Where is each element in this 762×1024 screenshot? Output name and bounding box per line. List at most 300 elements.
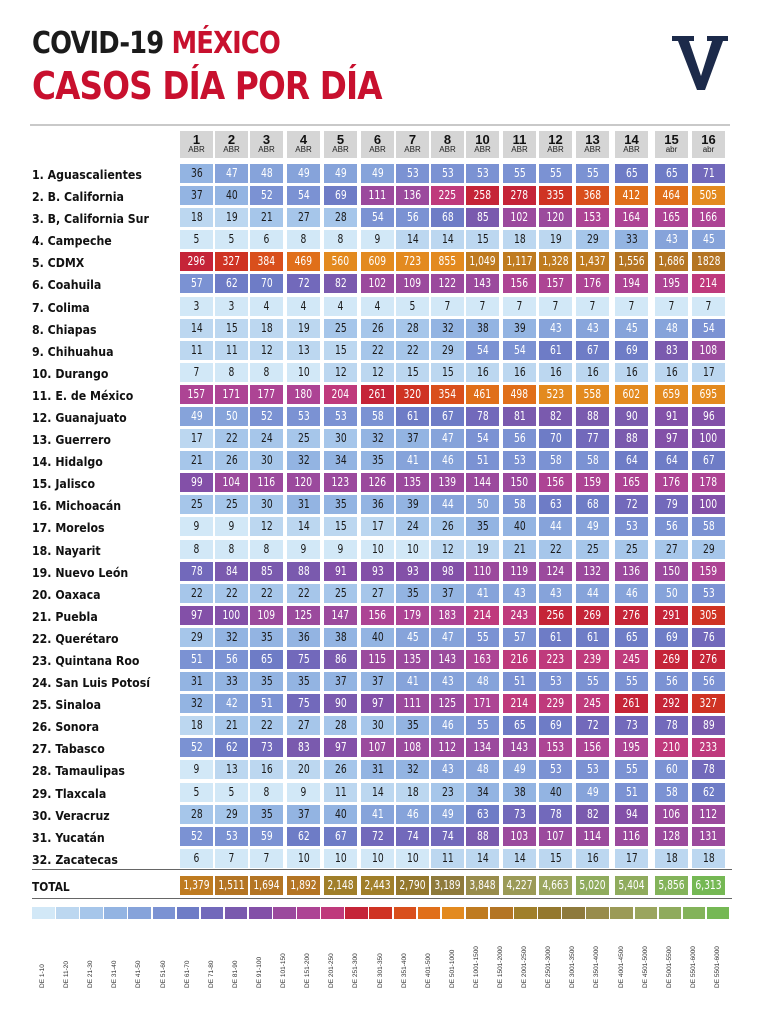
legend-label: DE 71-80 bbox=[207, 960, 215, 988]
column-header-month: ABR bbox=[623, 145, 640, 154]
table-cell bbox=[215, 186, 248, 205]
table-cell-value: 132 bbox=[583, 563, 602, 578]
table-cell-value: 46 bbox=[441, 453, 454, 468]
table-cell-value: 50 bbox=[665, 585, 678, 600]
table-cell bbox=[539, 738, 572, 757]
table-cell bbox=[180, 451, 213, 470]
table-cell bbox=[615, 385, 648, 404]
total-cell bbox=[287, 876, 320, 895]
table-cell bbox=[287, 694, 320, 713]
table-cell bbox=[503, 429, 536, 448]
table-cell-value: 46 bbox=[441, 718, 454, 733]
column-header-month: ABR bbox=[474, 145, 491, 154]
table-cell bbox=[692, 407, 725, 426]
table-cell-value: 49 bbox=[190, 408, 203, 423]
total-rule-top bbox=[32, 869, 732, 870]
column-header-day: 16 bbox=[701, 132, 716, 147]
table-cell-value: 8 bbox=[228, 364, 235, 379]
legend-swatch bbox=[683, 907, 706, 919]
table-cell-value: 144 bbox=[473, 475, 492, 490]
table-cell bbox=[615, 694, 648, 713]
table-cell-value: 14 bbox=[406, 232, 419, 247]
table-cell-value: 52 bbox=[190, 740, 203, 755]
table-cell-value: 6 bbox=[193, 850, 200, 865]
total-cell bbox=[250, 876, 283, 895]
table-cell bbox=[655, 429, 688, 448]
table-cell bbox=[576, 208, 609, 227]
table-cell-value: 505 bbox=[699, 188, 718, 203]
table-cell bbox=[250, 208, 283, 227]
table-cell bbox=[287, 650, 320, 669]
table-cell-value: 8 bbox=[263, 541, 270, 556]
table-cell-value: 269 bbox=[583, 607, 602, 622]
column-header bbox=[655, 131, 688, 158]
table-cell bbox=[396, 694, 429, 713]
table-cell bbox=[431, 473, 464, 492]
table-cell bbox=[287, 363, 320, 382]
table-cell bbox=[250, 650, 283, 669]
table-cell-value: 63 bbox=[476, 806, 489, 821]
table-cell-value: 22 bbox=[297, 585, 310, 600]
table-cell bbox=[396, 208, 429, 227]
table-cell bbox=[361, 186, 394, 205]
table-cell bbox=[615, 827, 648, 846]
table-cell bbox=[503, 274, 536, 293]
table-cell-value: 30 bbox=[260, 453, 273, 468]
table-cell-value: 46 bbox=[406, 806, 419, 821]
table-cell bbox=[287, 230, 320, 249]
row-label: 12. Guanajuato bbox=[32, 409, 127, 425]
table-cell-value: 56 bbox=[665, 519, 678, 534]
table-cell bbox=[396, 363, 429, 382]
table-cell-value: 68 bbox=[441, 210, 454, 225]
table-cell bbox=[215, 385, 248, 404]
table-cell bbox=[466, 540, 499, 559]
table-cell bbox=[503, 164, 536, 183]
table-cell bbox=[539, 274, 572, 293]
table-cell bbox=[431, 407, 464, 426]
table-cell-value: 31 bbox=[371, 762, 384, 777]
table-cell bbox=[361, 297, 394, 316]
table-cell-value: 54 bbox=[371, 210, 384, 225]
row-label: 8. Chiapas bbox=[32, 321, 97, 337]
table-cell bbox=[250, 341, 283, 360]
table-cell-value: 49 bbox=[297, 166, 310, 180]
table-cell bbox=[287, 385, 320, 404]
table-cell bbox=[361, 274, 394, 293]
table-cell bbox=[250, 319, 283, 338]
table-cell bbox=[503, 297, 536, 316]
table-cell bbox=[361, 783, 394, 802]
table-cell bbox=[431, 385, 464, 404]
table-cell bbox=[539, 407, 572, 426]
table-cell-value: 109 bbox=[403, 276, 422, 291]
table-cell-value: 43 bbox=[441, 762, 454, 777]
table-cell-value: 12 bbox=[260, 342, 273, 357]
table-cell bbox=[655, 849, 688, 868]
table-cell-value: 37 bbox=[334, 674, 347, 689]
table-cell bbox=[361, 495, 394, 514]
table-cell bbox=[431, 164, 464, 183]
table-cell-value: 64 bbox=[665, 453, 678, 468]
table-cell bbox=[250, 274, 283, 293]
table-cell-value: 10 bbox=[371, 541, 384, 556]
row-label: 4. Campeche bbox=[32, 233, 112, 249]
publisher-logo bbox=[672, 32, 728, 94]
table-cell-value: 16 bbox=[586, 364, 599, 379]
table-cell-value: 43 bbox=[549, 320, 562, 335]
table-cell bbox=[576, 363, 609, 382]
table-cell bbox=[396, 672, 429, 691]
table-cell bbox=[539, 495, 572, 514]
table-cell bbox=[215, 252, 248, 271]
table-cell bbox=[287, 429, 320, 448]
column-header bbox=[396, 131, 429, 158]
table-cell bbox=[250, 849, 283, 868]
table-cell-value: 40 bbox=[371, 629, 384, 644]
table-cell bbox=[361, 429, 394, 448]
table-cell bbox=[466, 385, 499, 404]
table-cell bbox=[431, 540, 464, 559]
table-cell-value: 54 bbox=[702, 320, 715, 335]
table-cell bbox=[655, 738, 688, 757]
table-cell bbox=[431, 650, 464, 669]
table-cell bbox=[215, 208, 248, 227]
table-cell bbox=[180, 319, 213, 338]
total-cell-value: 2,790 bbox=[399, 878, 426, 892]
table-cell-value: 558 bbox=[583, 386, 602, 401]
table-cell bbox=[180, 849, 213, 868]
table-cell bbox=[431, 297, 464, 316]
legend-swatch bbox=[249, 907, 272, 919]
column-header-month: ABR bbox=[295, 145, 312, 154]
table-cell-value: 61 bbox=[586, 629, 599, 644]
table-cell bbox=[655, 827, 688, 846]
table-cell-value: 40 bbox=[334, 806, 347, 821]
table-cell bbox=[396, 252, 429, 271]
table-cell bbox=[250, 186, 283, 205]
table-cell-value: 43 bbox=[549, 585, 562, 600]
table-cell bbox=[539, 650, 572, 669]
table-cell bbox=[692, 827, 725, 846]
table-cell bbox=[466, 363, 499, 382]
table-cell bbox=[655, 164, 688, 183]
table-cell-value: 53 bbox=[625, 519, 638, 534]
table-cell bbox=[692, 584, 725, 603]
table-cell-value: 104 bbox=[222, 475, 241, 490]
table-cell bbox=[215, 495, 248, 514]
table-cell bbox=[396, 473, 429, 492]
table-cell-value: 65 bbox=[625, 629, 638, 644]
table-cell bbox=[576, 385, 609, 404]
table-cell-value: 18 bbox=[260, 320, 273, 335]
table-cell-value: 122 bbox=[438, 276, 457, 291]
row-label: 11. E. de México bbox=[32, 387, 134, 403]
table-cell-value: 19 bbox=[476, 541, 489, 556]
table-cell-value: 75 bbox=[297, 651, 310, 666]
table-cell bbox=[287, 606, 320, 625]
table-cell bbox=[287, 297, 320, 316]
table-cell-value: 48 bbox=[476, 762, 489, 777]
table-cell bbox=[466, 230, 499, 249]
row-label: 29. Tlaxcala bbox=[32, 785, 107, 801]
table-cell-value: 278 bbox=[510, 188, 529, 203]
table-cell-value: 58 bbox=[513, 497, 526, 512]
table-cell-value: 7 bbox=[628, 298, 635, 313]
table-cell bbox=[250, 584, 283, 603]
table-cell bbox=[503, 628, 536, 647]
table-cell-value: 51 bbox=[476, 453, 489, 468]
table-cell bbox=[180, 694, 213, 713]
table-cell bbox=[361, 738, 394, 757]
row-label: 16. Michoacán bbox=[32, 498, 122, 514]
table-cell-value: 58 bbox=[665, 784, 678, 799]
table-cell bbox=[692, 164, 725, 183]
table-cell bbox=[215, 517, 248, 536]
table-cell bbox=[466, 584, 499, 603]
table-cell bbox=[615, 429, 648, 448]
table-cell-value: 143 bbox=[473, 276, 492, 291]
legend-label: DE 251-300 bbox=[352, 953, 360, 988]
table-cell bbox=[361, 562, 394, 581]
table-cell bbox=[576, 186, 609, 205]
table-cell-value: 256 bbox=[546, 607, 565, 622]
table-cell bbox=[396, 650, 429, 669]
total-cell bbox=[324, 876, 357, 895]
table-cell-value: 51 bbox=[190, 651, 203, 666]
table-cell-value: 47 bbox=[225, 166, 238, 180]
table-cell-value: 37 bbox=[441, 585, 454, 600]
table-cell-value: 143 bbox=[438, 651, 457, 666]
table-cell-value: 70 bbox=[260, 276, 273, 291]
table-cell-value: 78 bbox=[702, 762, 715, 777]
table-cell-value: 165 bbox=[622, 475, 641, 490]
table-cell bbox=[215, 760, 248, 779]
table-cell-value: 93 bbox=[406, 563, 419, 578]
table-cell bbox=[615, 672, 648, 691]
table-cell-value: 41 bbox=[406, 674, 419, 689]
table-cell bbox=[215, 341, 248, 360]
legend-label: DE 31-40 bbox=[111, 960, 119, 988]
table-cell-value: 54 bbox=[476, 342, 489, 357]
table-cell-value: 327 bbox=[699, 696, 718, 711]
table-cell bbox=[287, 738, 320, 757]
table-cell-value: 3 bbox=[193, 298, 200, 313]
legend-label: DE 201-250 bbox=[328, 953, 336, 988]
table-cell-value: 27 bbox=[371, 585, 384, 600]
table-cell bbox=[324, 540, 357, 559]
table-cell bbox=[539, 208, 572, 227]
table-cell-value: 229 bbox=[546, 696, 565, 711]
table-cell-value: 62 bbox=[225, 740, 238, 755]
table-cell-value: 76 bbox=[702, 629, 715, 644]
table-cell-value: 57 bbox=[190, 276, 203, 291]
table-cell-value: 7 bbox=[705, 298, 712, 313]
table-cell-value: 35 bbox=[297, 674, 310, 689]
column-header-month: abr bbox=[702, 145, 715, 154]
table-cell bbox=[215, 164, 248, 183]
table-cell bbox=[539, 319, 572, 338]
table-cell bbox=[180, 363, 213, 382]
table-cell bbox=[361, 208, 394, 227]
table-cell-value: 30 bbox=[334, 431, 347, 446]
table-cell bbox=[615, 252, 648, 271]
table-cell bbox=[466, 716, 499, 735]
table-cell bbox=[324, 385, 357, 404]
table-cell-value: 102 bbox=[368, 276, 387, 291]
table-cell bbox=[692, 252, 725, 271]
table-cell-value: 43 bbox=[665, 232, 678, 247]
table-cell bbox=[503, 540, 536, 559]
table-cell bbox=[287, 319, 320, 338]
table-cell-value: 245 bbox=[583, 696, 602, 711]
table-cell bbox=[692, 849, 725, 868]
table-cell-value: 225 bbox=[438, 188, 457, 203]
legend-swatch bbox=[514, 907, 537, 919]
legend-label: DE 51-60 bbox=[159, 960, 167, 988]
table-cell bbox=[287, 208, 320, 227]
table-cell-value: 164 bbox=[622, 210, 641, 225]
table-cell-value: 1,686 bbox=[658, 254, 685, 269]
table-cell bbox=[655, 716, 688, 735]
table-cell bbox=[324, 760, 357, 779]
table-cell-value: 24 bbox=[260, 431, 273, 446]
table-cell-value: 10 bbox=[297, 364, 310, 379]
table-cell-value: 4 bbox=[300, 298, 307, 313]
table-cell-value: 53 bbox=[513, 453, 526, 468]
table-cell-value: 116 bbox=[257, 475, 276, 490]
table-cell-value: 32 bbox=[371, 431, 384, 446]
table-cell bbox=[180, 584, 213, 603]
table-cell bbox=[361, 584, 394, 603]
table-cell-value: 1,328 bbox=[542, 254, 569, 269]
column-header bbox=[692, 131, 725, 158]
table-cell-value: 52 bbox=[260, 408, 273, 423]
table-cell bbox=[324, 650, 357, 669]
table-cell-value: 136 bbox=[622, 563, 641, 578]
table-cell bbox=[466, 407, 499, 426]
table-cell-value: 33 bbox=[625, 232, 638, 247]
table-cell bbox=[576, 716, 609, 735]
legend-swatch bbox=[610, 907, 633, 919]
table-cell-value: 55 bbox=[586, 674, 599, 689]
table-cell-value: 216 bbox=[510, 651, 529, 666]
table-cell-value: 69 bbox=[549, 718, 562, 733]
table-cell-value: 195 bbox=[622, 740, 641, 755]
table-cell bbox=[324, 473, 357, 492]
table-cell-value: 58 bbox=[549, 453, 562, 468]
table-cell-value: 214 bbox=[473, 607, 492, 622]
table-cell-value: 49 bbox=[586, 519, 599, 534]
table-cell-value: 157 bbox=[187, 386, 206, 401]
column-header bbox=[539, 131, 572, 158]
table-cell-value: 124 bbox=[546, 563, 565, 578]
table-cell bbox=[361, 672, 394, 691]
table-cell-value: 4 bbox=[374, 298, 381, 313]
table-cell-value: 97 bbox=[665, 431, 678, 446]
table-cell bbox=[466, 341, 499, 360]
table-cell-value: 34 bbox=[476, 784, 489, 799]
row-label: 27. Tabasco bbox=[32, 741, 105, 757]
column-header bbox=[324, 131, 357, 158]
table-cell bbox=[215, 584, 248, 603]
table-cell-value: 7 bbox=[228, 850, 235, 865]
table-cell bbox=[503, 783, 536, 802]
table-cell bbox=[324, 672, 357, 691]
table-cell-value: 16 bbox=[476, 364, 489, 379]
total-cell-value: 2,443 bbox=[364, 878, 391, 892]
table-cell-value: 22 bbox=[190, 585, 203, 600]
table-cell-value: 49 bbox=[441, 806, 454, 821]
table-cell bbox=[250, 429, 283, 448]
table-cell bbox=[615, 760, 648, 779]
table-cell-value: 9 bbox=[337, 541, 344, 556]
table-cell bbox=[287, 407, 320, 426]
table-cell bbox=[250, 540, 283, 559]
total-cell-value: 1,694 bbox=[253, 878, 280, 892]
table-cell bbox=[431, 628, 464, 647]
table-cell bbox=[466, 694, 499, 713]
column-header-month: abr bbox=[665, 145, 678, 154]
table-cell-value: 73 bbox=[625, 718, 638, 733]
legend-swatch bbox=[128, 907, 151, 919]
table-cell-value: 41 bbox=[406, 453, 419, 468]
table-cell-value: 461 bbox=[473, 386, 492, 401]
table-cell bbox=[180, 827, 213, 846]
table-cell bbox=[361, 827, 394, 846]
table-cell-value: 8 bbox=[228, 541, 235, 556]
table-cell-value: 65 bbox=[625, 166, 638, 180]
table-cell-value: 39 bbox=[513, 320, 526, 335]
table-cell-value: 53 bbox=[586, 762, 599, 777]
column-header-day: 5 bbox=[336, 132, 345, 147]
row-label: 24. San Luis Potosí bbox=[32, 675, 151, 691]
table-cell bbox=[324, 164, 357, 183]
table-cell bbox=[361, 164, 394, 183]
row-label: 32. Zacatecas bbox=[32, 851, 118, 867]
table-cell-value: 93 bbox=[371, 563, 384, 578]
table-cell bbox=[180, 385, 213, 404]
table-cell bbox=[576, 606, 609, 625]
table-cell bbox=[655, 252, 688, 271]
table-cell-value: 18 bbox=[702, 850, 715, 865]
table-cell bbox=[615, 517, 648, 536]
table-cell-value: 107 bbox=[368, 740, 387, 755]
table-cell bbox=[324, 738, 357, 757]
total-cell-value: 3,848 bbox=[469, 878, 496, 892]
legend-label: DE 11-20 bbox=[63, 961, 71, 988]
total-cell-value: 5,404 bbox=[618, 878, 645, 892]
table-cell bbox=[287, 451, 320, 470]
table-cell bbox=[692, 495, 725, 514]
table-cell-value: 243 bbox=[510, 607, 529, 622]
table-cell-value: 82 bbox=[549, 408, 562, 423]
table-cell bbox=[655, 606, 688, 625]
table-cell-value: 258 bbox=[473, 188, 492, 203]
table-cell bbox=[692, 473, 725, 492]
legend-label: DE 501-1000 bbox=[448, 949, 456, 988]
table-cell bbox=[396, 562, 429, 581]
table-cell-value: 56 bbox=[702, 674, 715, 689]
legend-swatch bbox=[707, 907, 730, 919]
table-cell bbox=[250, 694, 283, 713]
table-cell bbox=[431, 827, 464, 846]
table-cell bbox=[615, 451, 648, 470]
column-header bbox=[503, 131, 536, 158]
table-cell-value: 15 bbox=[406, 364, 419, 379]
table-cell-value: 86 bbox=[334, 651, 347, 666]
table-cell-value: 54 bbox=[513, 342, 526, 357]
